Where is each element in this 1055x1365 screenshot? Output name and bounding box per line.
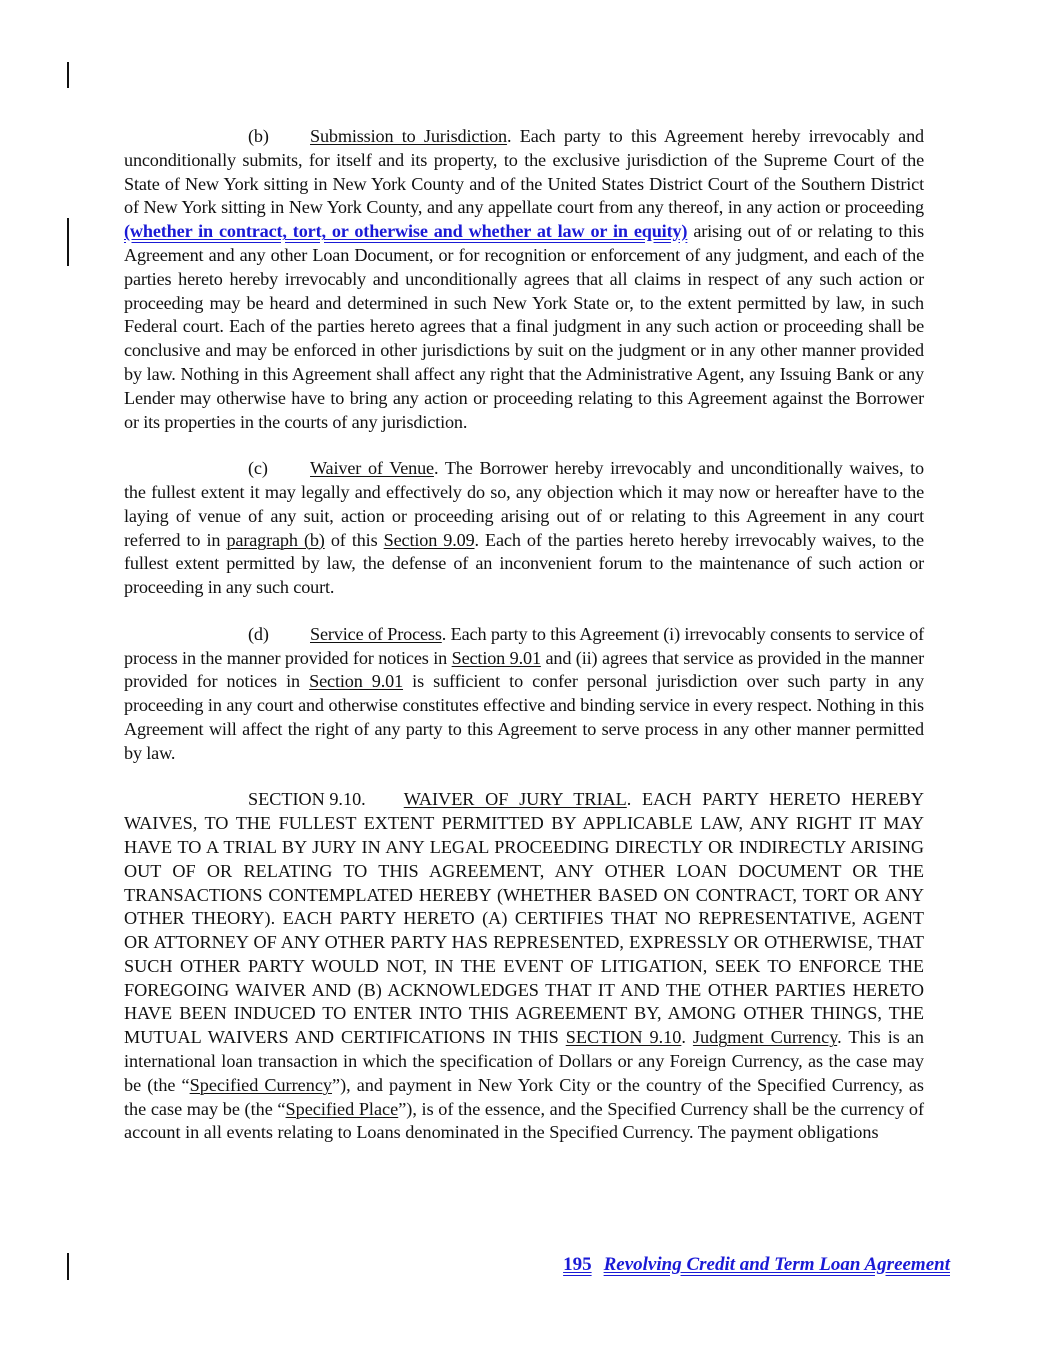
page-footer [563, 1254, 950, 1276]
paragraph-text: of this [324, 529, 384, 550]
paragraph-text: . Each party to this Agreement hereby irrevocably and unconditionally submits, for itself and its property, to the exclusive jurisdiction of the Supreme Court of the State of New York sitting in New York County and of the United States District Court of the Southern District of New York sitting in New York County, and any appellate court from any thereof, in any action or proceeding [124, 126, 924, 218]
change-bar-insertion [67, 218, 69, 266]
document-page [124, 125, 924, 1145]
section-heading: WAIVER OF JURY TRIAL [403, 789, 627, 810]
paragraph-text: . Each of the parties hereto hereby irrevocably waives, to the fullest extent permitted by law, the defense of an inconvenient forum to the maintenance of such action or proceeding in any such court. [124, 529, 924, 598]
paragraph-d-service-of-process [124, 623, 924, 766]
paragraph-text: . The Borrower hereby irrevocably and unconditionally waives, to the fullest extent it may legally and effectively do so, any objection which it may now or hereafter have to the laying of venue of any suit, action or proceeding arising out of or relating to this Agreement in any court referred to in [124, 458, 924, 550]
section-text: ”), is of the essence, and the Specified Currency shall be the currency of account in all events relating to Loans denominated in the Specified Currency. The payment obligations [124, 1098, 924, 1143]
paragraph-b-submission-to-jurisdiction [124, 125, 924, 434]
cross-reference-section-9-01: Section 9.01 [309, 671, 404, 692]
section-9-10-waiver-of-jury-trial [124, 788, 924, 1145]
document-title-link[interactable]: Revolving Credit and Term Loan Agreement [603, 1254, 950, 1275]
paragraph-text: is sufficient to confer personal jurisdiction over such party in any proceeding in any court and otherwise constitutes effective and binding service in every respect. Nothing in this Agreement will affect the right of any party to this Agreement to serve process in any other manner permitted by law. [124, 671, 924, 763]
section-text: . [681, 1027, 693, 1048]
change-bar-top [67, 62, 69, 88]
section-text: . This is an international loan transaction in which the specification of Dollars or any Foreign Currency, as the case may be (the “ [124, 1027, 924, 1095]
paragraph-heading: Waiver of Venue [310, 458, 434, 479]
paragraph-number: (d) [248, 623, 269, 644]
judgment-currency-heading: Judgment Currency [692, 1027, 838, 1048]
section-text: ”), and payment in New York City or the country of the Specified Currency, as the case may be (the “ [124, 1074, 925, 1119]
paragraph-text: and (ii) agrees that service as provided in the manner provided for notices in [124, 647, 924, 692]
paragraph-heading: Service of Process [310, 623, 442, 644]
inserted-text-revision[interactable]: (whether in contract, tort, or otherwise and whether at law or in equity) [124, 221, 688, 242]
paragraph-text: . Each party to this Agreement (i) irrevocably consents to service of process in the manner provided for notices in [124, 623, 924, 668]
section-text: . EACH PARTY HERETO HEREBY WAIVES, TO THE FULLEST EXTENT PERMITTED BY APPLICABLE LAW, ANY RIGHT IT MAY HAVE TO A TRIAL BY JURY IN ANY LEGAL PROCEEDING DIRECTLY OR INDIRECTLY ARISING OUT OF OR RELATING TO THIS AGREEMENT, ANY OTHER LOAN DOCUMENT OR THE TRANSACTIONS CONTEMPLATED HEREBY (WHETHER BASED ON CONTRACT, TORT OR ANY OTHER THEORY). EACH PARTY HERETO (A) CERTIFIES THAT NO REPRESENTATIVE, AGENT OR ATTORNEY OF ANY OTHER PARTY HAS REPRESENTED, EXPRESSLY OR OTHERWISE, THAT SUCH OTHER PARTY WOULD NOT, IN THE EVENT OF LITIGATION, SEEK TO ENFORCE THE FOREGOING WAIVER AND (B) ACKNOWLEDGES THAT IT AND THE OTHER PARTIES HERETO HAVE BEEN INDUCED TO ENTER INTO THIS AGREEMENT BY, AMONG OTHER THINGS, THE MUTUAL WAIVERS AND CERTIFICATIONS IN THIS [124, 789, 924, 1048]
paragraph-c-waiver-of-venue [124, 457, 924, 600]
paragraph-number: (c) [248, 458, 268, 479]
defined-term-specified-place: Specified Place [285, 1098, 399, 1119]
cross-reference-section-9-10: SECTION 9.10 [565, 1027, 682, 1048]
cross-reference-section-9-01: Section 9.01 [451, 647, 541, 668]
change-bar-footer [67, 1253, 69, 1280]
page-number-link[interactable]: 195 [563, 1254, 592, 1275]
paragraph-number: (b) [248, 126, 269, 146]
paragraph-text: arising out of or relating to this Agreement and any other Loan Document, or for recognition or enforcement of any judgment, and each of the parties hereto hereby irrevocably and unconditionally agrees that all claims in respect of any such action or proceeding may be heard and determined in such New York State or, to the extent permitted by law, in such Federal court. Each of the parties hereto agrees that a final judgment in any such action or proceeding shall be conclusive and may be enforced in other jurisdictions by suit on the judgment or in any other manner provided by law. Nothing in this Agreement shall affect any right that the Administrative Agent, any Issuing Bank or any Lender may otherwise have to bring any action or proceeding relating to this Agreement against the Borrower or its properties in the courts of any jurisdiction. [124, 221, 925, 432]
cross-reference-section-9-09: Section 9.09 [383, 529, 475, 550]
section-number: SECTION 9.10. [248, 789, 366, 810]
cross-reference-paragraph-b: paragraph (b) [226, 529, 325, 550]
paragraph-heading: Submission to Jurisdiction [310, 126, 507, 146]
defined-term-specified-currency: Specified Currency [189, 1074, 333, 1095]
